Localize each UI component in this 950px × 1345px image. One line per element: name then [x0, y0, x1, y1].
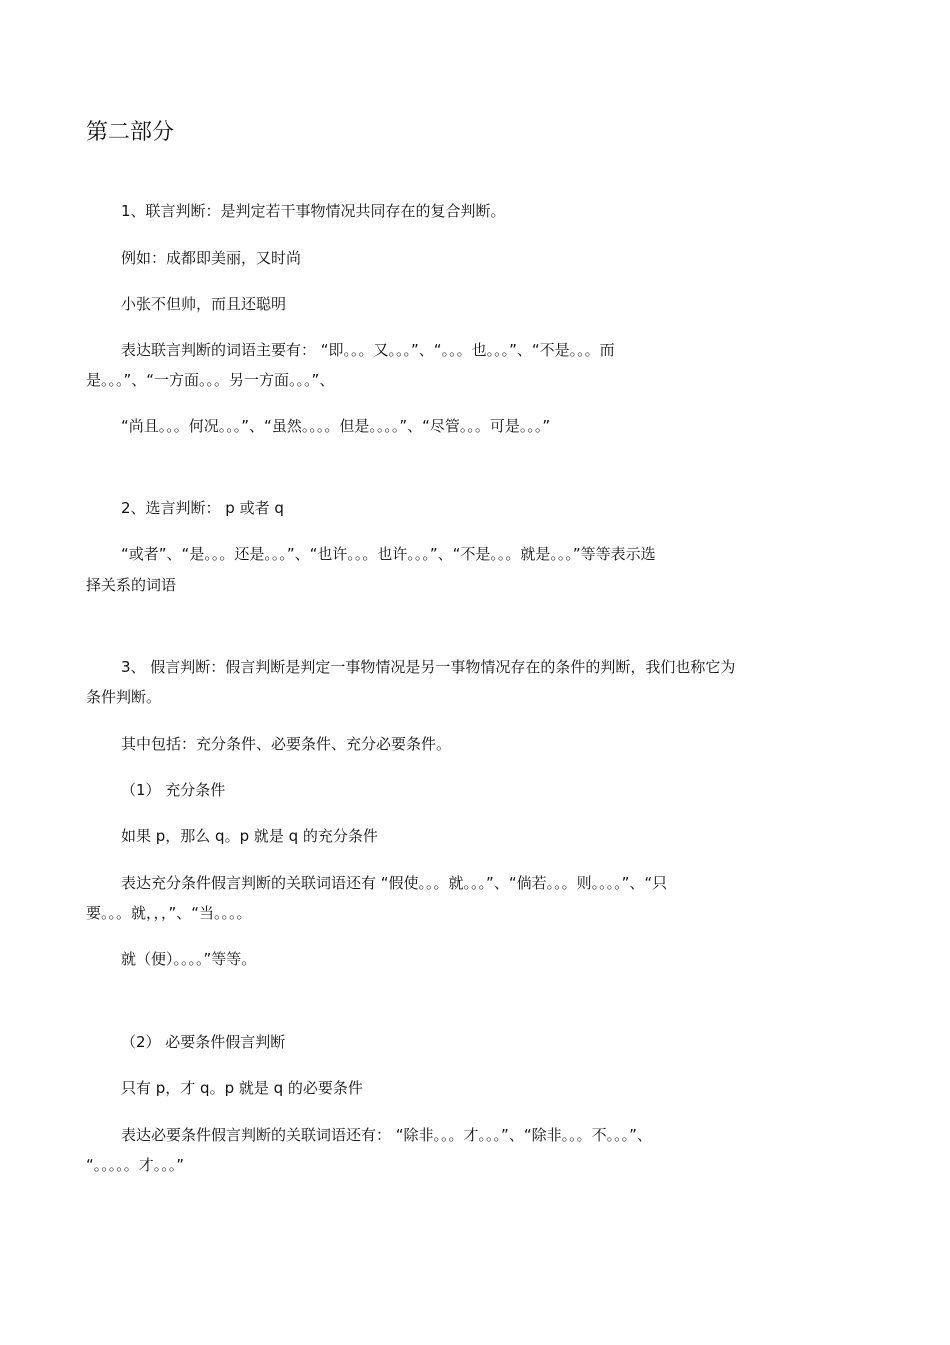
- paragraph-line: 就（便）。。。。”等等。: [121, 950, 257, 968]
- paragraph-line: 例如：成都即美丽，又时尚: [121, 249, 302, 267]
- paragraph-line: “。。。。。才。。。”: [86, 1156, 185, 1174]
- paragraph-line: 要。。。就，，，”、“当。。。。: [86, 904, 252, 922]
- paragraph-line: 表达充分条件假言判断的关联词语还有 “假使。。。就。。。”、“倘若。。。则。。。。”、“只: [121, 874, 668, 892]
- paragraph-line: “或者”、“是。。。还是。。。”、“也许。。。也许。。。”、“不是。。。就是。。。”等等表示选: [121, 545, 656, 563]
- paragraph-line: 其中包括：充分条件、必要条件、充分必要条件。: [121, 735, 452, 753]
- paragraph-line: 表达必要条件假言判断的关联词语还有： “除非。。。才。。。”、“除非。。。不。。。”、: [121, 1126, 652, 1144]
- paragraph-line: 3、 假言判断：假言判断是判定一事物情况是另一事物情况存在的条件的判断，我们也称它为: [121, 658, 736, 676]
- subheading: （2） 必要条件假言判断: [121, 1033, 286, 1051]
- paragraph-line: 是。。。”、“一方面。。。另一方面。。。”、: [86, 371, 335, 389]
- paragraph-line: 条件判断。: [86, 688, 162, 706]
- paragraph-line: “尚且。。。何况。。。”、“虽然。。。。但是。。。。”、“尽管。。。可是。。。”: [121, 417, 551, 435]
- paragraph-line: 只有 p，才 q。p 就是 q 的必要条件: [121, 1079, 363, 1097]
- paragraph-line: 小张不但帅，而且还聪明: [121, 295, 287, 313]
- section-title: 第二部分: [86, 120, 175, 145]
- subheading: （1） 充分条件: [121, 781, 226, 799]
- paragraph-line: 2、选言判断： p 或者 q: [121, 499, 284, 517]
- paragraph-line: 1、联言判断：是判定若干事物情况共同存在的复合判断。: [121, 202, 506, 220]
- paragraph-line: 表达联言判断的词语主要有： “即。。。又。。。”、“。。。也。。。”、“不是。。。而: [121, 341, 615, 359]
- paragraph-line: 如果 p，那么 q。p 就是 q 的充分条件: [121, 827, 378, 845]
- paragraph-line: 择关系的词语: [86, 576, 177, 594]
